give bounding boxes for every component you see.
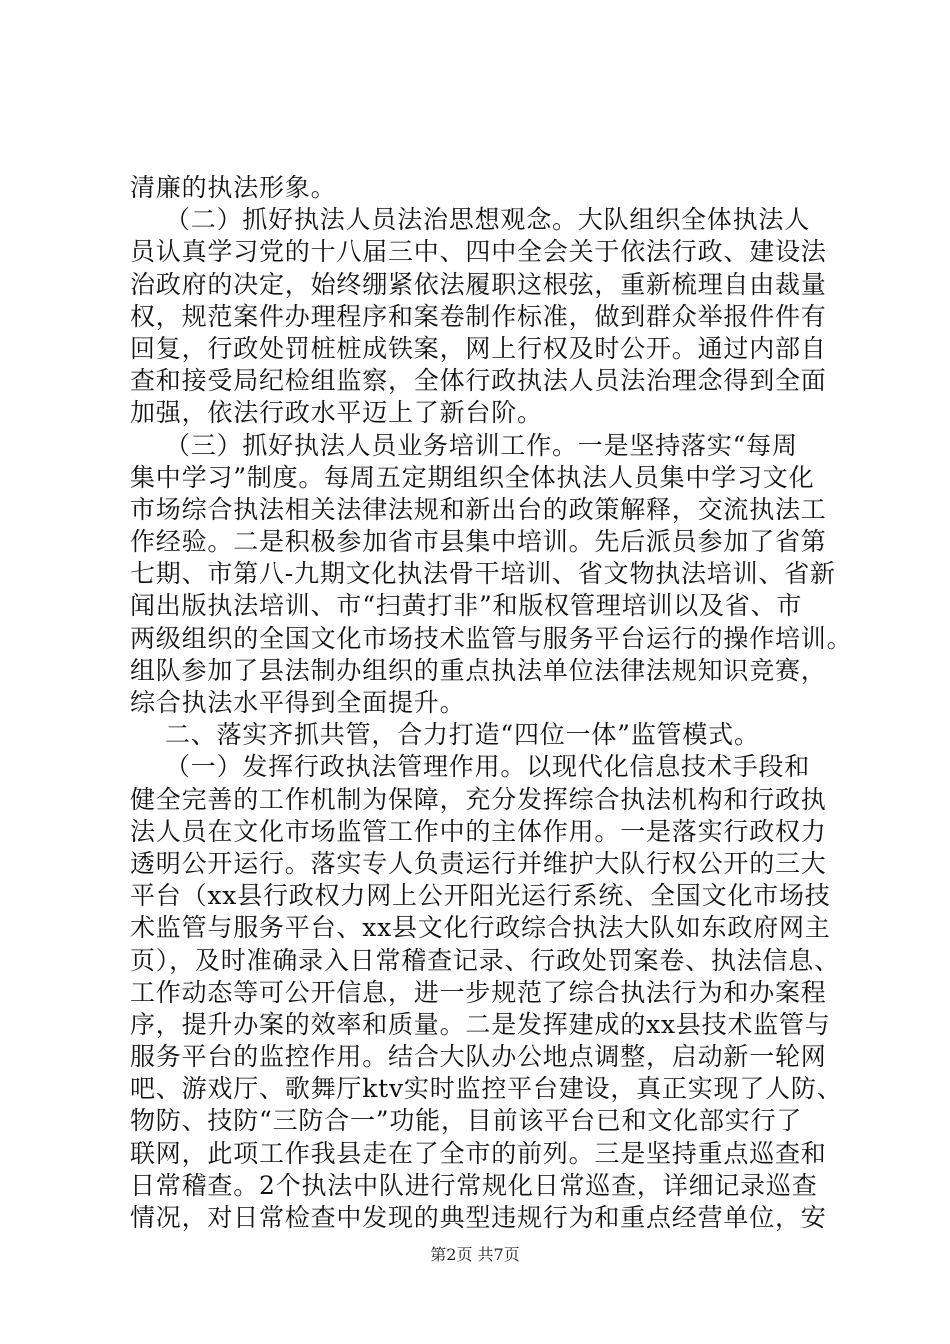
text-line: 组队参加了县法制办组织的重点执法单位法律法规知识竞赛， (130, 655, 827, 685)
text-line: 页），及时准确录入日常稽查记录、行政处罚案卷、执法信息、 (130, 945, 840, 975)
text-line: 情况，对日常检查中发现的典型违规行为和重点经营单位，安 (130, 1203, 827, 1232)
text-line: 术监管与服务平台、xx县文化行政综合执法大队如东政府网主 (130, 913, 831, 943)
section-heading: 二、落实齐抓共管，合力打造“四位一体”监管模式。 (130, 720, 760, 750)
text-line: 日常稽查。2个执法中队进行常规化日常巡查，详细记录巡查 (130, 1170, 818, 1200)
text-line: 市场综合执法相关法律法规和新出台的政策解释，交流执法工 (130, 494, 827, 524)
text-line: 员认真学习党的十八届三中、四中全会关于依法行政、建设法 (130, 237, 827, 267)
text-line: 作经验。二是积极参加省市县集中培训。先后派员参加了省第 (130, 527, 827, 557)
text-line: 两级组织的全国文化市场技术监管与服务平台运行的操作培训。 (130, 623, 853, 653)
text-line: 回复，行政处罚桩桩成铁案，网上行权及时公开。通过内部自 (130, 333, 827, 363)
text-line: 综合执法水平得到全面提升。 (130, 688, 466, 717)
text-line: 平台（xx县行政权力网上公开阳光运行系统、全国文化市场技 (130, 881, 831, 911)
text-line: 加强，依法行政水平迈上了新台阶。 (130, 398, 543, 428)
text-line: 查和接受局纪检组监察，全体行政执法人员法治理念得到全面 (130, 366, 827, 396)
page-footer: 第2页 共7页 (430, 1245, 520, 1264)
text-line: 法人员在文化市场监管工作中的主体作用。一是落实行政权力 (130, 816, 827, 846)
body-text (130, 172, 853, 1234)
text-line: 吧、游戏厅、歌舞厅ktv实时监控平台建设，真正实现了人防、 (130, 1074, 843, 1104)
text-line: 工作动态等可公开信息，进一步规范了综合执法行为和办案程 (130, 977, 827, 1007)
text-line: 健全完善的工作机制为保障，充分发挥综合执法机构和行政执 (130, 784, 827, 814)
text-line: 服务平台的监控作用。结合大队办公地点调整，启动新一轮网 (130, 1042, 827, 1072)
text-line: 权，规范案件办理程序和案卷制作标准，做到群众举报件件有 (130, 301, 827, 331)
text-line: 透明公开运行。落实专人负责运行并维护大队行权公开的三大 (130, 848, 827, 878)
text-line: 治政府的决定，始终绷紧依法履职这根弦，重新梳理自由裁量 (130, 269, 827, 299)
text-line: （二）抓好执法人员法治思想观念。大队组织全体执法人 (130, 205, 810, 235)
text-line: 集中学习”制度。每周五定期组织全体执法人员集中学习文化 (130, 462, 815, 492)
text-line: 清廉的执法形象。 (130, 173, 337, 202)
text-line: （三）抓好执法人员业务培训工作。一是坚持落实“每周 (130, 430, 798, 460)
text-line: （一）发挥行政执法管理作用。以现代化信息技术手段和 (130, 752, 810, 782)
text-line: 联网，此项工作我县走在了全市的前列。三是坚持重点巡查和 (130, 1138, 827, 1168)
text-line: 七期、市第八-九期文化执法骨干培训、省文物执法培训、省新 (130, 559, 836, 589)
text-line: 物防、技防“三防合一”功能，目前该平台已和文化部实行了 (130, 1106, 803, 1136)
text-line: 序，提升办案的效率和质量。二是发挥建成的xx县技术监管与 (130, 1009, 831, 1039)
text-line: 闻出版执法培训、市“扫黄打非”和版权管理培训以及省、市 (130, 591, 803, 621)
